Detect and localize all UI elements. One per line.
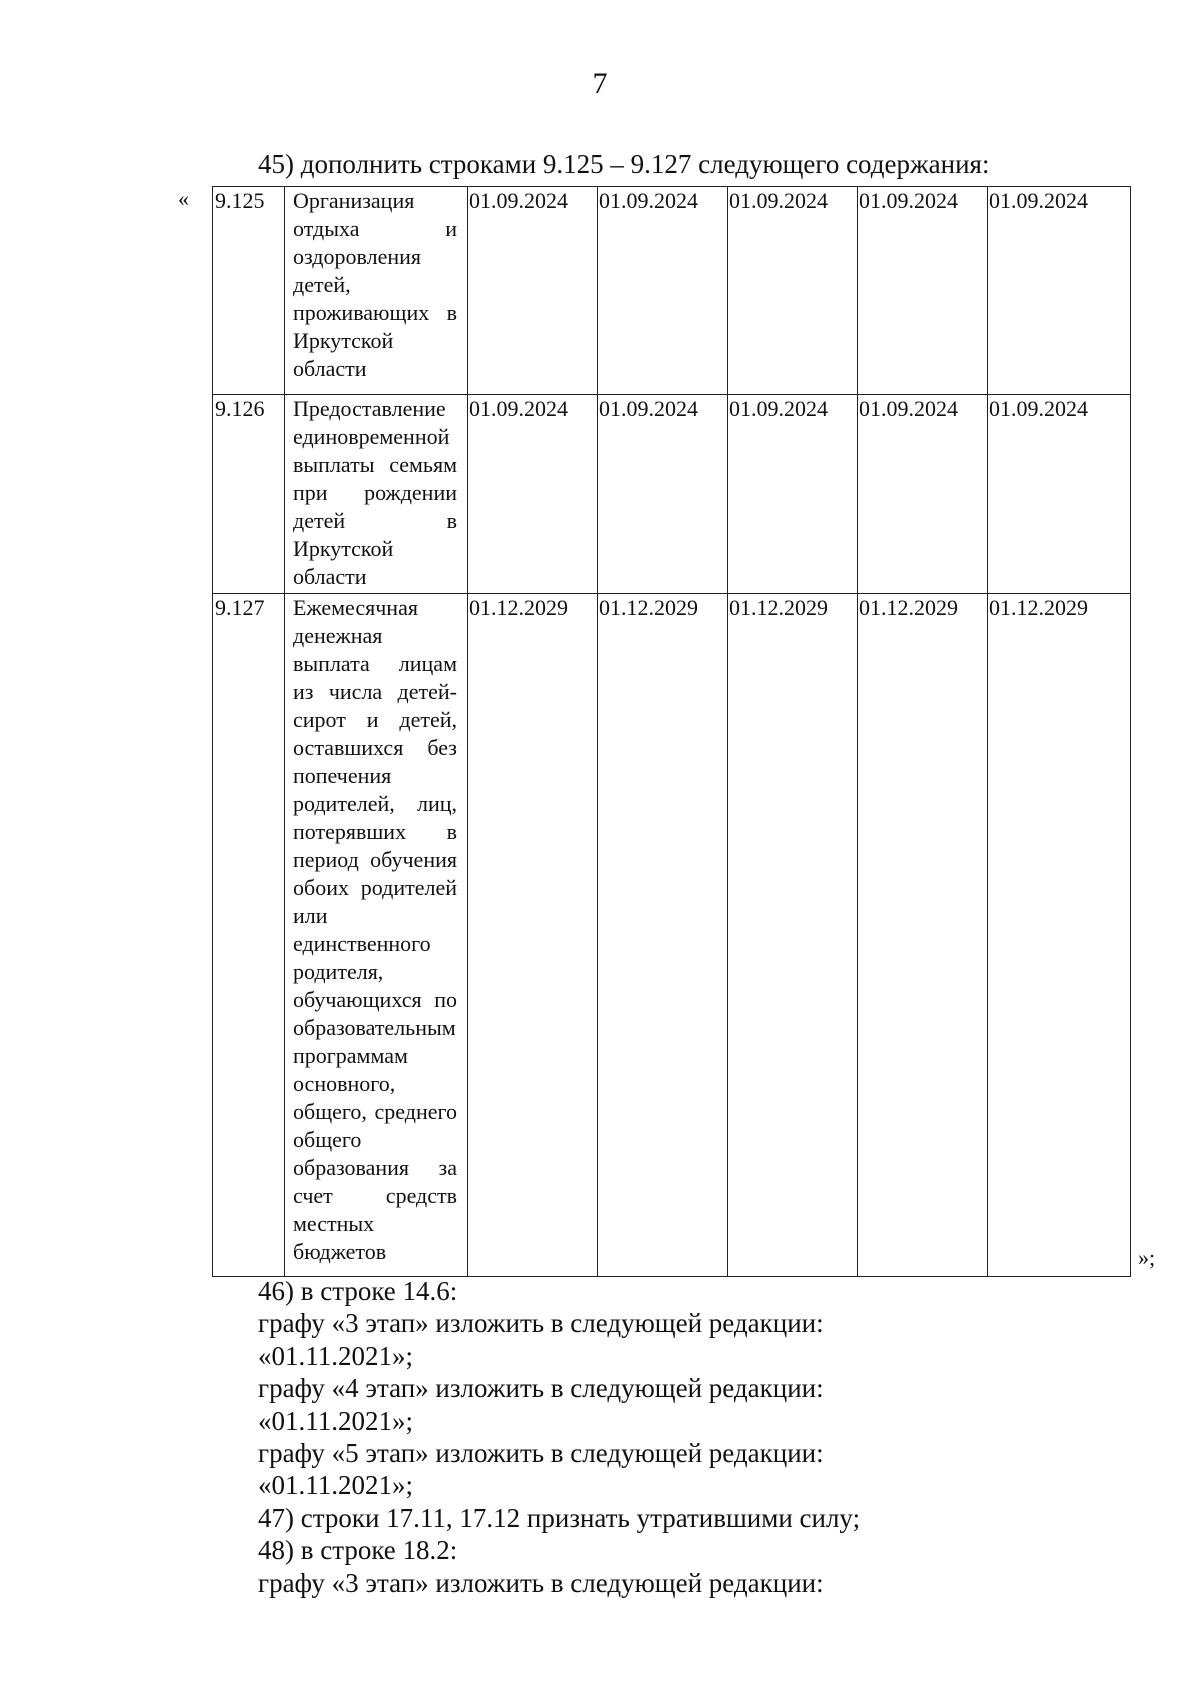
amendment-line: «01.11.2021»; [258, 1405, 413, 1436]
stage-5-date: 01.09.2024 [988, 395, 1131, 594]
stage-1-date: 01.09.2024 [468, 395, 598, 594]
amendment-table [212, 186, 1131, 1277]
stage-3-date: 01.12.2029 [728, 594, 858, 1277]
stage-3-date: 01.09.2024 [728, 187, 858, 395]
stage-4-date: 01.09.2024 [858, 395, 988, 594]
stage-2-date: 01.09.2024 [598, 395, 728, 594]
stage-5-date: 01.09.2024 [988, 187, 1131, 395]
page-number: 7 [592, 67, 608, 100]
table-row [213, 187, 1131, 395]
amendment-line: «01.11.2021»; [258, 1340, 413, 1371]
amendment-line: графу «5 этап» изложить в следующей редакции: [258, 1438, 824, 1469]
row-number: 9.125 [213, 187, 285, 395]
amendment-line: 46) в строке 14.6: [258, 1276, 458, 1306]
row-name: Организация отдыха и оздоровления детей, проживающих в Иркутской области [285, 187, 468, 395]
stage-1-date: 01.12.2029 [468, 594, 598, 1277]
amendment-line: «01.11.2021»; [258, 1470, 413, 1501]
row-name: Предоставление единовременной выплаты семьям при рождении детей в Иркутской области [285, 395, 468, 594]
stage-5-date: 01.12.2029 [988, 594, 1131, 1277]
amendment-line: графу «3 этап» изложить в следующей редакции: [258, 1567, 824, 1598]
stage-2-date: 01.09.2024 [598, 187, 728, 395]
amendment-line: графу «4 этап» изложить в следующей редакции: [258, 1373, 824, 1404]
table-row [213, 395, 1131, 594]
amendment-line: графу «3 этап» изложить в следующей редакции: [258, 1308, 824, 1339]
amendment-line: 47) строки 17.11, 17.12 признать утратившими силу; [258, 1502, 861, 1533]
stage-4-date: 01.09.2024 [858, 187, 988, 395]
stage-3-date: 01.09.2024 [728, 395, 858, 594]
stage-4-date: 01.12.2029 [858, 594, 988, 1277]
row-number: 9.127 [213, 594, 285, 1277]
opening-quote-mark: « [178, 186, 189, 211]
closing-quote-mark: »; [1138, 1245, 1156, 1270]
table-row [213, 594, 1131, 1277]
row-number: 9.126 [213, 395, 285, 594]
amendment-line: 48) в строке 18.2: [258, 1535, 458, 1566]
amendment-text-body [258, 1275, 1158, 1599]
stage-2-date: 01.12.2029 [598, 594, 728, 1277]
amendment-intro: 45) дополнить строками 9.125 – 9.127 следующего содержания: [258, 149, 990, 179]
stage-1-date: 01.09.2024 [468, 187, 598, 395]
row-name: Ежемесячная денежная выплата лицам из числа детей-сирот и детей, оставшихся без попечения родителей, лиц, потерявших в период обучения обоих родителей или единственного родителя, обучающихся по образовательным программам основного, общего, среднего общего образования за счет средств местных бюджетов [285, 594, 468, 1277]
